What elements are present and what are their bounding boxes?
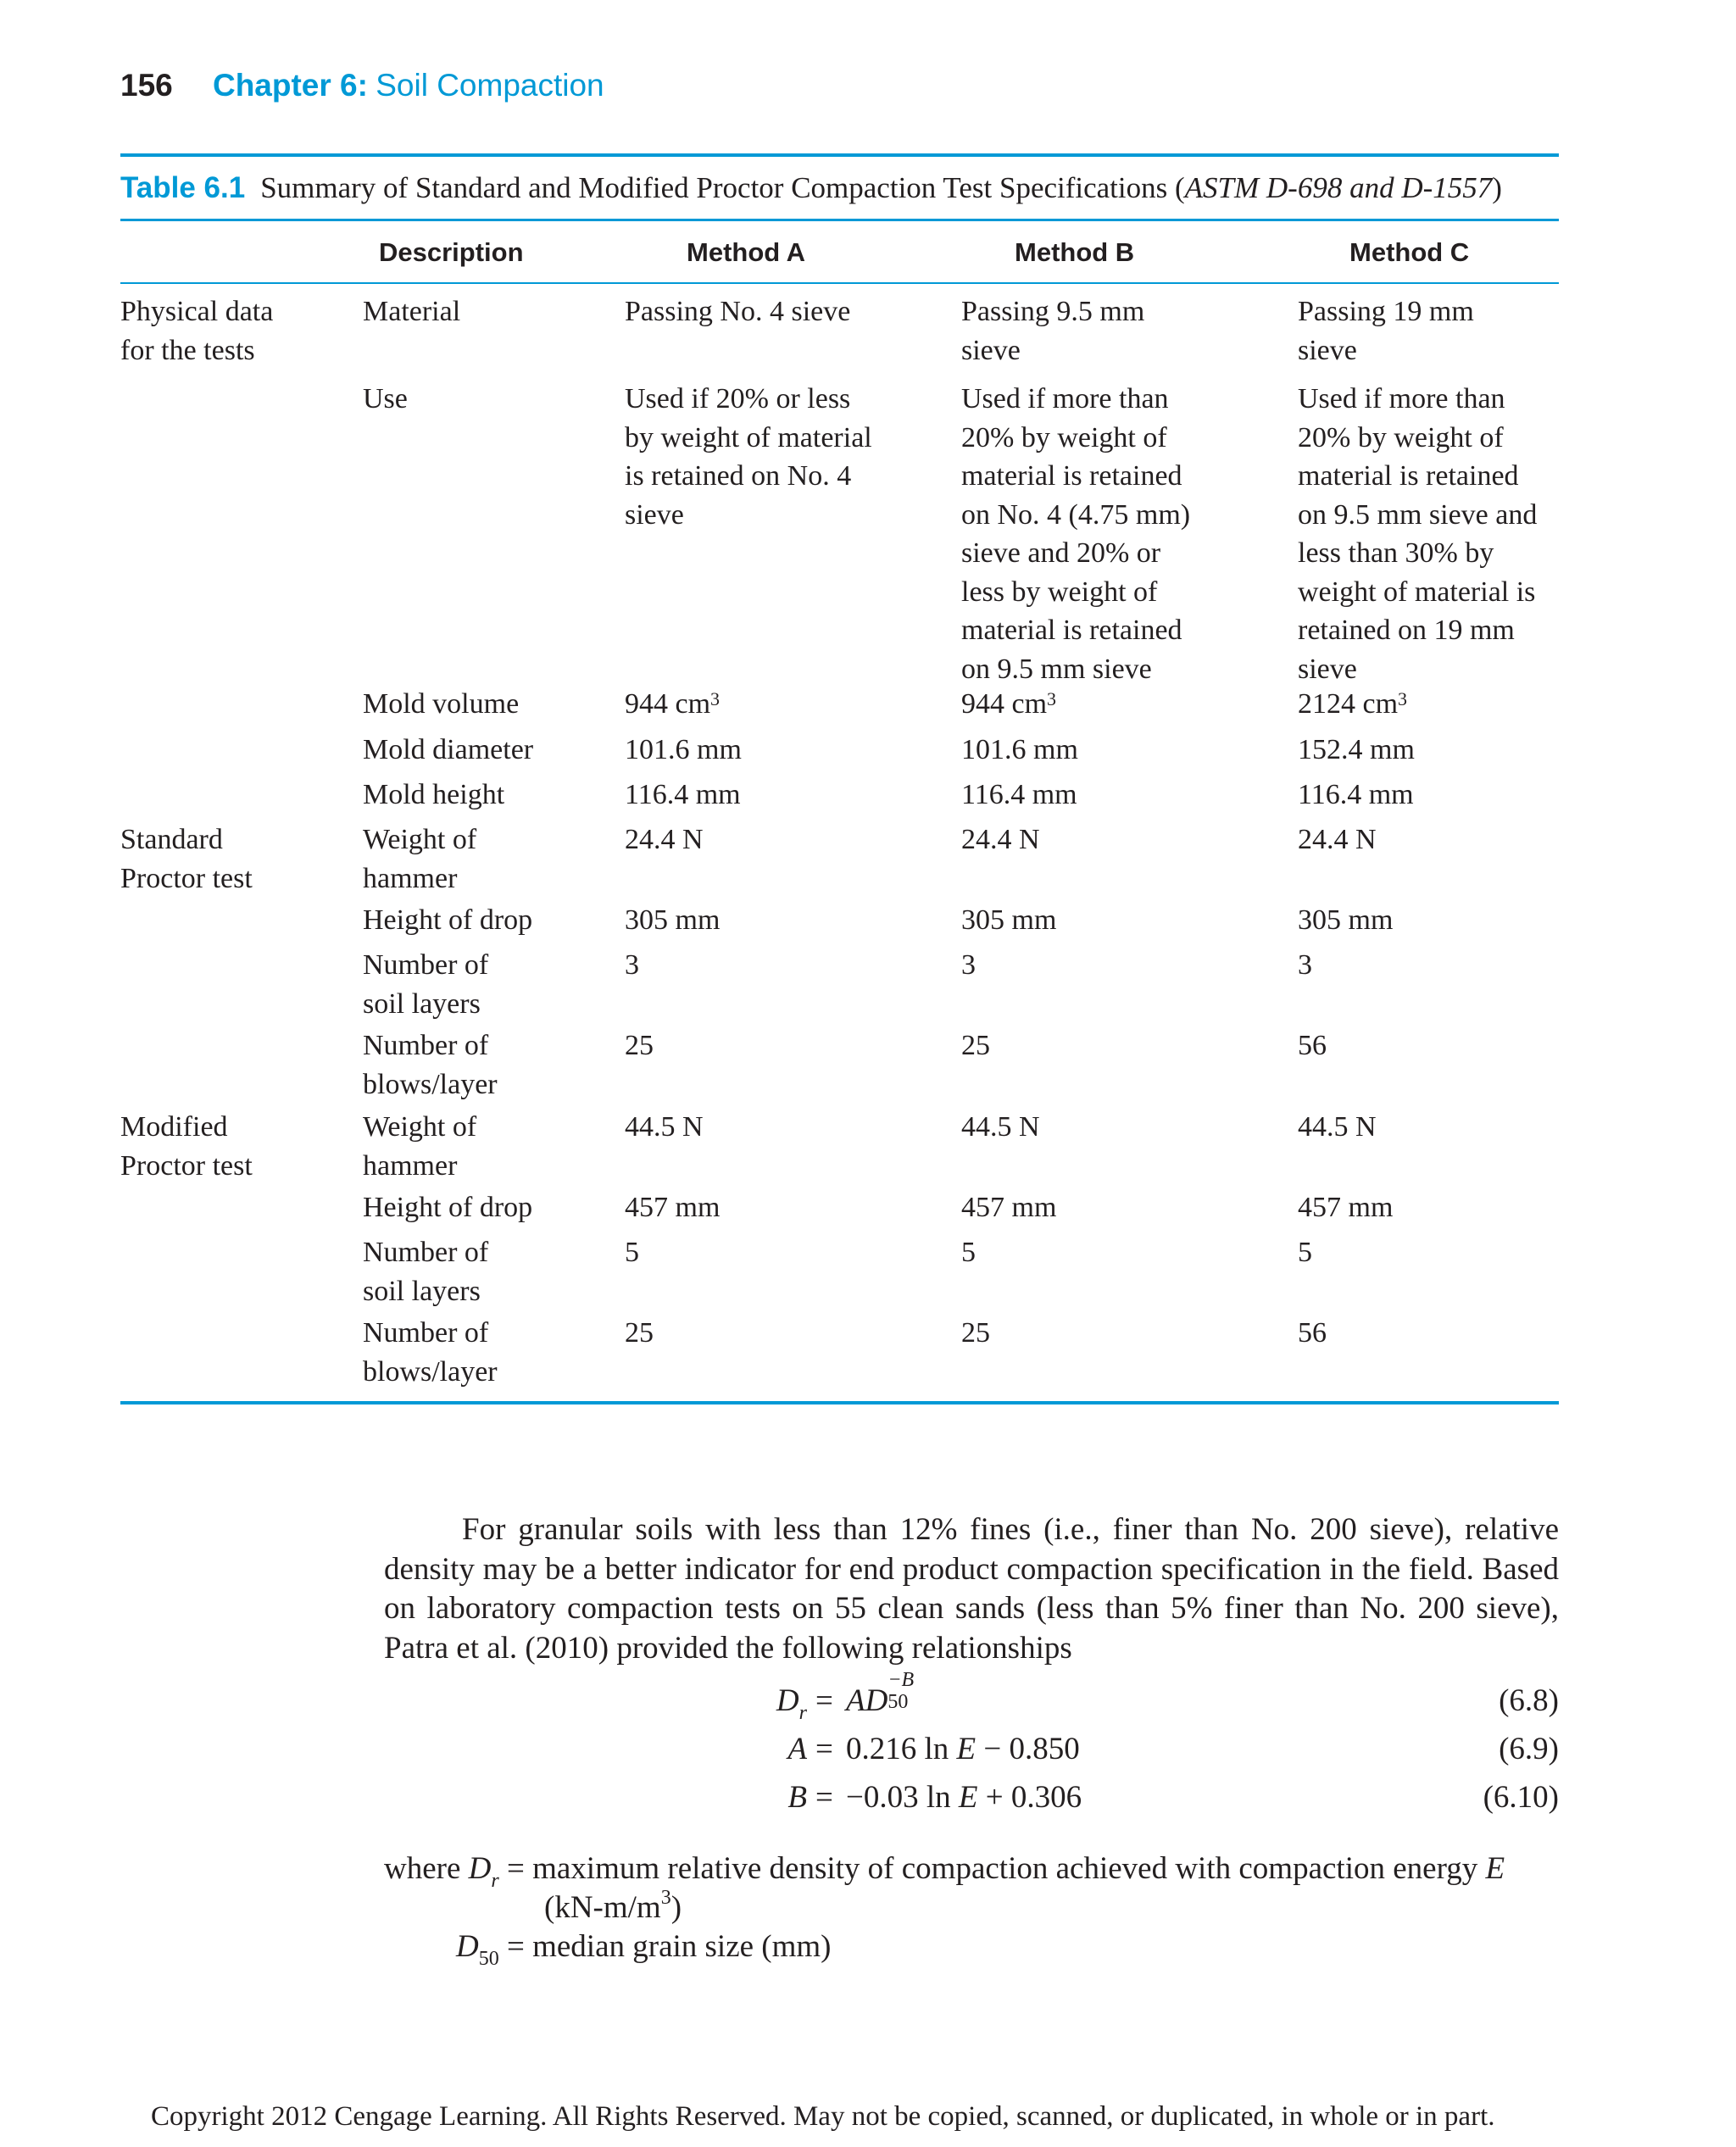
column-header-method-b: Method B bbox=[1015, 237, 1135, 267]
method-b-value bbox=[961, 380, 1190, 688]
eq3-equals: = bbox=[815, 1780, 833, 1815]
method-c-value bbox=[1298, 776, 1414, 815]
where-dr-units: $(kN-m/m^3)$ bbox=[544, 1887, 682, 1925]
cell-line: 5 bbox=[1298, 1237, 1312, 1268]
cell-line: Number of bbox=[363, 1030, 489, 1061]
method-c-value bbox=[1298, 1026, 1327, 1065]
method-a-value bbox=[625, 1108, 704, 1147]
cell-line: Height of drop bbox=[363, 1192, 533, 1223]
cell-line: on 9.5 mm sieve and bbox=[1298, 498, 1538, 531]
cell-line: 101.6 mm bbox=[625, 734, 742, 765]
eq1-rhs: AD −B 50 bbox=[846, 1669, 915, 1718]
description bbox=[363, 776, 504, 815]
cell-line: 305 mm bbox=[961, 904, 1057, 936]
method-b-value bbox=[961, 820, 1040, 859]
method-b-value bbox=[961, 1233, 976, 1272]
method-b-value bbox=[961, 1026, 990, 1065]
description bbox=[363, 292, 460, 331]
cell-line: Proctor test bbox=[120, 862, 253, 894]
where-d50-line: $D_{50}$ = median grain size (mm) bbox=[456, 1929, 832, 1970]
cell-line: hammer bbox=[363, 1149, 458, 1182]
cell-line: 305 mm bbox=[625, 904, 721, 936]
cell-line: Proctor test bbox=[120, 1149, 253, 1182]
eq1-number: (6.8) bbox=[1499, 1683, 1559, 1718]
description bbox=[363, 901, 532, 940]
description bbox=[363, 1233, 488, 1310]
column-header-method-a: Method A bbox=[687, 237, 806, 267]
cell-line: soil layers bbox=[363, 987, 481, 1020]
cell-line: 25 bbox=[625, 1317, 654, 1349]
cell-line: blows/layer bbox=[363, 1068, 498, 1100]
cell-line: 3 bbox=[625, 949, 639, 981]
method-c-value bbox=[1298, 946, 1312, 985]
equation-6-10 bbox=[0, 1779, 1736, 1822]
cell-text: 944 cm bbox=[625, 688, 711, 720]
cell-line: 20% by weight of bbox=[1298, 421, 1504, 453]
cell-line: sieve and 20% or bbox=[961, 537, 1161, 569]
cell-line: Weight of bbox=[363, 824, 477, 855]
description bbox=[363, 820, 476, 898]
method-c-value bbox=[1298, 1233, 1312, 1272]
method-c-value bbox=[1298, 292, 1474, 370]
cell-line: material is retained bbox=[961, 460, 1182, 492]
cell-line: Used if 20% or less bbox=[625, 383, 851, 414]
method-c-value bbox=[1298, 901, 1393, 940]
group-label bbox=[120, 820, 253, 898]
cell-line: less than 30% by bbox=[1298, 537, 1494, 569]
eq2-rhs: 0.216 ln E − 0.850 bbox=[846, 1732, 1080, 1766]
cell-line: Number of bbox=[363, 1237, 489, 1268]
eq3-rhs: −0.03 ln E + 0.306 bbox=[846, 1780, 1082, 1815]
method-a-value bbox=[625, 380, 872, 534]
cell-line: Use bbox=[363, 383, 408, 414]
cell-line: Used if more than bbox=[1298, 383, 1505, 414]
cell-line: hammer bbox=[363, 862, 458, 894]
table-label: Table 6.1 bbox=[120, 171, 246, 204]
cell-line: weight of material is bbox=[1298, 576, 1536, 608]
cell-line: 44.5 N bbox=[961, 1111, 1040, 1143]
cell-line-with-unit bbox=[625, 685, 720, 724]
method-c-value bbox=[1298, 380, 1537, 688]
caption-text: Summary of Standard and Modified Proctor Compaction Test Specifications ( bbox=[260, 171, 1185, 204]
cell-line: on 9.5 mm sieve bbox=[961, 653, 1152, 685]
cell-line-with-unit bbox=[1298, 685, 1407, 724]
cell-line: Mold volume bbox=[363, 688, 520, 720]
cell-line: 5 bbox=[625, 1237, 639, 1268]
method-b-value bbox=[961, 1108, 1040, 1147]
eq2-lhs: A bbox=[787, 1732, 807, 1766]
cell-line: sieve bbox=[961, 334, 1021, 366]
cell-line: Passing 9.5 mm bbox=[961, 296, 1145, 327]
method-b-value bbox=[961, 946, 976, 985]
cell-text: 2124 cm bbox=[1298, 688, 1399, 720]
description bbox=[363, 685, 519, 724]
cell-line: 25 bbox=[961, 1317, 990, 1349]
cell-line: Number of bbox=[363, 949, 489, 981]
cell-line: 116.4 mm bbox=[625, 779, 741, 810]
cell-line: soil layers bbox=[363, 1275, 481, 1307]
cell-line: Used if more than bbox=[961, 383, 1169, 414]
cell-line: Mold diameter bbox=[363, 734, 534, 765]
chapter-label: Chapter 6: bbox=[212, 68, 368, 103]
cell-line: 5 bbox=[961, 1237, 976, 1268]
method-b-value bbox=[961, 685, 1056, 724]
cell-line: on No. 4 (4.75 mm) bbox=[961, 498, 1191, 531]
cell-line: 152.4 mm bbox=[1298, 734, 1415, 765]
cell-line: 457 mm bbox=[625, 1192, 721, 1223]
where-dr-line: where $D_r$ = maximum relative density of compaction achieved with compaction energy E bbox=[384, 1851, 1505, 1892]
cell-line: 24.4 N bbox=[625, 824, 704, 855]
method-b-value bbox=[961, 1314, 990, 1353]
method-a-value bbox=[625, 820, 704, 859]
chapter-title: Soil Compaction bbox=[376, 68, 604, 103]
description bbox=[363, 380, 408, 419]
cell-line: 101.6 mm bbox=[961, 734, 1078, 765]
cell-line: Modified bbox=[120, 1111, 228, 1143]
unit-superscript: 3 bbox=[1047, 688, 1057, 709]
method-c-value bbox=[1298, 1188, 1393, 1227]
cell-line: 305 mm bbox=[1298, 904, 1394, 936]
page-number: 156 bbox=[120, 68, 173, 103]
cell-line: 44.5 N bbox=[625, 1111, 704, 1143]
cell-line: 24.4 N bbox=[961, 824, 1040, 855]
cell-line-with-unit bbox=[961, 685, 1056, 724]
cell-line: 24.4 N bbox=[1298, 824, 1377, 855]
column-header-method-c: Method C bbox=[1349, 237, 1470, 267]
method-a-value bbox=[625, 901, 720, 940]
method-c-value bbox=[1298, 731, 1415, 770]
method-a-value bbox=[625, 731, 742, 770]
cell-line: 457 mm bbox=[1298, 1192, 1394, 1223]
method-b-value bbox=[961, 1188, 1056, 1227]
cell-line: sieve bbox=[1298, 653, 1357, 685]
cell-line: Physical data bbox=[120, 296, 274, 327]
cell-line: 116.4 mm bbox=[961, 779, 1077, 810]
cell-line: material is retained bbox=[961, 615, 1182, 646]
cell-line: retained on 19 mm bbox=[1298, 615, 1515, 646]
column-header-description: Description bbox=[379, 237, 524, 267]
unit-superscript: 3 bbox=[710, 688, 721, 709]
method-c-value bbox=[1298, 685, 1407, 724]
method-c-value bbox=[1298, 1314, 1327, 1353]
cell-line: 56 bbox=[1298, 1030, 1327, 1061]
caption-close: ) bbox=[1492, 171, 1502, 204]
copyright-notice: Copyright 2012 Cengage Learning. All Rights Reserved. May not be copied, scanned, or duplicated, in whole or in part. bbox=[151, 2101, 1495, 2132]
cell-line: Material bbox=[363, 296, 461, 327]
cell-line: 25 bbox=[961, 1030, 990, 1061]
body-paragraph bbox=[384, 1510, 1559, 1668]
method-c-value bbox=[1298, 1108, 1377, 1147]
eq1-equals: = bbox=[815, 1683, 833, 1718]
cell-line: Number of bbox=[363, 1317, 489, 1349]
description bbox=[363, 946, 488, 1023]
cell-line: Passing 19 mm bbox=[1298, 296, 1474, 327]
method-a-value bbox=[625, 1314, 654, 1353]
method-b-value bbox=[961, 731, 1078, 770]
method-c-value bbox=[1298, 820, 1377, 859]
description bbox=[363, 731, 533, 770]
equation-6-8 bbox=[0, 1669, 1736, 1725]
table-bottom-rule bbox=[120, 1401, 1559, 1404]
paragraph-text: For granular soils with less than 12% fines (i.e., finer than No. 200 sieve), relative density may be a better indicator for end product compaction specification in the field. Based on laboratory compaction tests on 55 clean sands (less than 5% finer than No. 200 sieve), Patra et al. (2010) provided the following relationships bbox=[384, 1512, 1559, 1666]
cell-line: 56 bbox=[1298, 1317, 1327, 1349]
cell-line: by weight of material bbox=[625, 421, 872, 453]
method-b-value bbox=[961, 901, 1056, 940]
description bbox=[363, 1108, 476, 1185]
eq1-lhs: $D_r$ bbox=[776, 1683, 807, 1724]
eq2-equals: = bbox=[815, 1732, 833, 1766]
cell-line: is retained on No. 4 bbox=[625, 460, 852, 492]
cell-line: Height of drop bbox=[363, 904, 533, 936]
cell-line: material is retained bbox=[1298, 460, 1519, 492]
eq2-number: (6.9) bbox=[1499, 1732, 1559, 1766]
cell-line: 20% by weight of bbox=[961, 421, 1167, 453]
caption-standard: ASTM D-698 and D-1557 bbox=[1184, 171, 1493, 204]
cell-line: less by weight of bbox=[961, 576, 1158, 608]
cell-line: sieve bbox=[625, 498, 684, 531]
eq3-number: (6.10) bbox=[1483, 1780, 1559, 1815]
group-label bbox=[120, 1108, 253, 1185]
cell-line: 3 bbox=[961, 949, 976, 981]
method-a-value bbox=[625, 1233, 639, 1272]
method-b-value bbox=[961, 776, 1077, 815]
cell-line: Standard bbox=[120, 824, 223, 855]
description bbox=[363, 1314, 498, 1391]
description bbox=[363, 1026, 498, 1104]
cell-line: Weight of bbox=[363, 1111, 477, 1143]
cell-line: sieve bbox=[1298, 334, 1357, 366]
cell-line: 3 bbox=[1298, 949, 1312, 981]
cell-line: 44.5 N bbox=[1298, 1111, 1377, 1143]
cell-text: 944 cm bbox=[961, 688, 1048, 720]
eq3-lhs: B bbox=[787, 1780, 807, 1815]
unit-superscript: 3 bbox=[1398, 688, 1408, 709]
method-b-value bbox=[961, 292, 1144, 370]
cell-line: Mold height bbox=[363, 779, 505, 810]
method-a-value bbox=[625, 1188, 720, 1227]
cell-line: 116.4 mm bbox=[1298, 779, 1414, 810]
cell-line: blows/layer bbox=[363, 1355, 498, 1388]
method-a-value bbox=[625, 946, 639, 985]
group-label bbox=[120, 292, 273, 370]
equation-6-9 bbox=[0, 1731, 1736, 1773]
method-a-value bbox=[625, 1026, 654, 1065]
method-a-value bbox=[625, 292, 850, 331]
method-a-value bbox=[625, 776, 741, 815]
description bbox=[363, 1188, 532, 1227]
cell-line: 457 mm bbox=[961, 1192, 1057, 1223]
method-a-value bbox=[625, 685, 720, 724]
cell-line: Passing No. 4 sieve bbox=[625, 296, 851, 327]
cell-line: for the tests bbox=[120, 334, 255, 366]
cell-line: 25 bbox=[625, 1030, 654, 1061]
